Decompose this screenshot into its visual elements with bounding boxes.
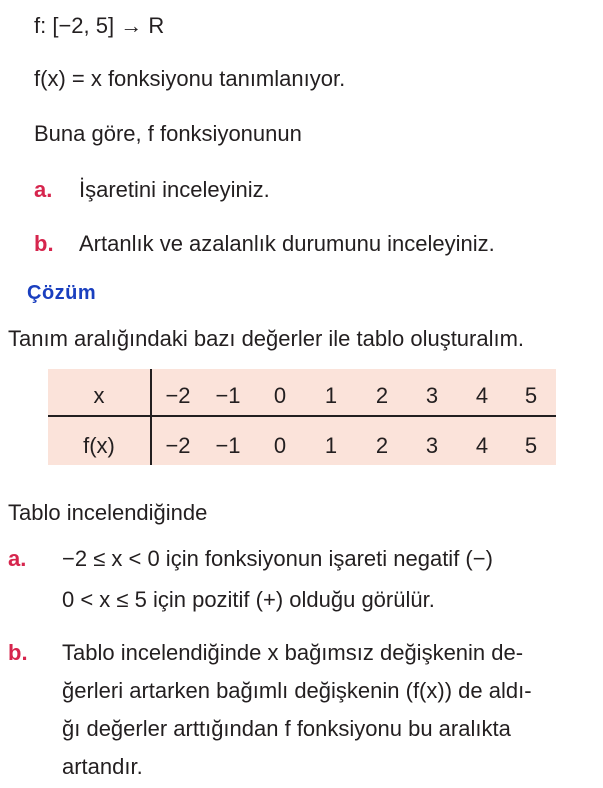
question-prompt: Buna göre, f fonksiyonunun [34, 121, 302, 146]
answer-a-marker: a. [8, 546, 27, 571]
analysis-intro: Tablo incelendiğinde [8, 500, 208, 525]
answer-b-line: ğerleri artarken bağımlı değişkenin (f(x)) de aldı- [62, 678, 532, 703]
domain-definition: f: [−2, 5] → R [34, 13, 165, 38]
question-a-text: İşaretini inceleyiniz. [79, 177, 270, 202]
table-cell-fx: 4 [475, 433, 489, 458]
table-intro: Tanım aralığındaki bazı değerler ile tablo oluşturalım. [8, 326, 525, 351]
table-cell-fx: 3 [425, 433, 439, 458]
question-b-marker: b. [34, 231, 54, 256]
row-label-x: x [93, 383, 105, 408]
value-table [48, 369, 556, 465]
table-cell-x: 4 [475, 383, 489, 408]
table-cell-fx: 5 [524, 433, 538, 458]
table-cell-x: 5 [524, 383, 538, 408]
table-cell-fx: −2 [165, 433, 191, 458]
answer-b-line: artandır. [62, 754, 143, 779]
table-cell-x: 0 [273, 383, 287, 408]
table-cell-x: −2 [165, 383, 191, 408]
table-cell-x: 3 [425, 383, 439, 408]
table-cell-fx: 2 [375, 433, 389, 458]
table-cell-fx: 1 [324, 433, 338, 458]
solution-heading: Çözüm [27, 282, 97, 304]
question-a-marker: a. [34, 177, 53, 202]
answer-b-line: Tablo incelendiğinde x bağımsız değişkenin de- [62, 640, 524, 665]
answer-a-line: 0 < x ≤ 5 için pozitif (+) olduğu görülür. [62, 587, 435, 612]
answer-b-marker: b. [8, 640, 28, 665]
question-b-text: Artanlık ve azalanlık durumunu inceleyiniz. [79, 231, 495, 256]
table-cell-fx: 0 [273, 433, 287, 458]
table-cell-x: 1 [324, 383, 338, 408]
function-definition: f(x) = x fonksiyonu tanımlanıyor. [34, 66, 346, 91]
answer-b-line: ğı değerler arttığından f fonksiyonu bu aralıkta [62, 716, 511, 741]
table-column-divider [150, 369, 152, 465]
table-row-divider [48, 415, 556, 417]
table-cell-x: 2 [375, 383, 389, 408]
table-cell-fx: −1 [215, 433, 241, 458]
answer-a-line: −2 ≤ x < 0 için fonksiyonun işareti negatif (−) [62, 546, 493, 571]
row-label-fx: f(x) [83, 433, 115, 458]
table-cell-x: −1 [215, 383, 241, 408]
